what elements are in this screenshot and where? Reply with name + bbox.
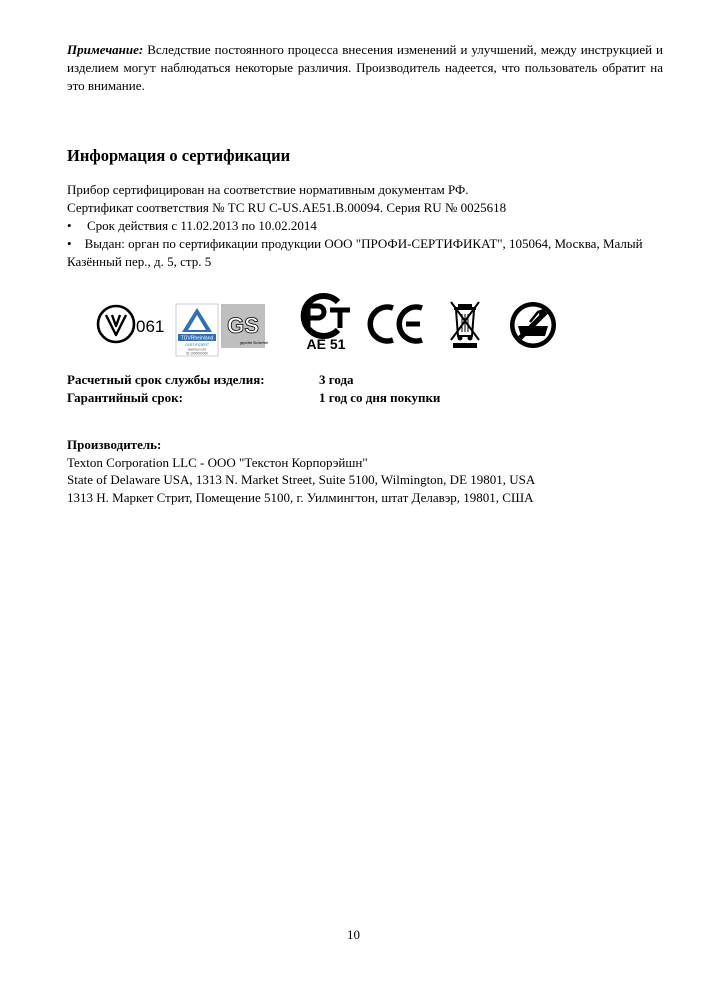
gs-sub-label: geprüfte Sicherheit [239, 341, 269, 345]
issuer-bullet [67, 235, 667, 271]
manufacturer-address-ru: 1313 Н. Маркет Стрит, Помещение 5100, г. Уилмингтон, штат Делавэр, 19801, США [67, 489, 534, 505]
warranty-value: 1 год со дня покупки [319, 390, 441, 405]
manufacturer-name: Texton Corporation LLC - ООО "Текстон Корпорэйшн" [67, 454, 368, 470]
note-text: Вследствие постоянного процесса внесения изменений и улучшений, между инструкцией и изделием могут наблюдаться некоторые различия. Производитель надеется, что пользователь обратит на это внимание. [67, 42, 663, 93]
bullet-marker: • [67, 236, 72, 251]
validity-bullet [67, 217, 667, 235]
no-bathroom-use-icon [508, 300, 558, 350]
validity-text: Срок действия с 11.02.2013 по 10.02.2014 [87, 218, 317, 233]
manufacturer-address-en: State of Delaware USA, 1313 N. Market Street, Suite 5100, Wilmington, DE 19801, USA [67, 472, 536, 487]
bullet-marker: • [67, 218, 72, 233]
page-number: 10 [347, 927, 360, 942]
note-paragraph [67, 41, 663, 95]
certificate-number-line: Сертификат соответствия № ТС RU С-US.АЕ51.В.00094. Серия RU № 0025618 [67, 200, 507, 215]
manufacturer-title: Производитель: [67, 437, 162, 452]
certification-line-1: Прибор сертифицирован на соответствие нормативным документам РФ. [67, 182, 469, 197]
gs-label: GS [227, 313, 259, 338]
tuv-id-label: ID 1000000000 [186, 351, 208, 356]
weee-bin-icon [450, 300, 480, 348]
note-label: Примечание: [67, 42, 144, 57]
certification-heading: Информация о сертификации [67, 146, 291, 165]
pct-mark-icon [294, 296, 354, 352]
service-life-label: Расчетный срок службы изделия: [67, 372, 265, 387]
ce-mark-icon [368, 302, 428, 346]
pct-code-label: AE 51 [306, 336, 346, 352]
gs-mark-icon [221, 304, 269, 348]
ukraine-cert-mark-icon [96, 302, 168, 346]
certification-logos [90, 296, 570, 356]
ua-mark-code: 061 [136, 317, 165, 336]
certification-block [67, 181, 667, 271]
service-life-value: 3 года [319, 372, 354, 387]
tuv-certified-label: CERTIFIZIERT [184, 343, 210, 347]
issuer-text: Выдан: орган по сертификации продукции ООО "ПРОФИ-СЕРТИФИКАТ", 105064, Москва, Малый Казённый пер., д. 5, стр. 5 [67, 236, 643, 269]
tuv-rheinland-mark-icon [176, 304, 218, 356]
manufacturer-block [67, 436, 535, 506]
warranty-label: Гарантийный срок: [67, 390, 183, 405]
tuv-label: TÜVRheinland [180, 335, 214, 342]
tuv-site-label: www.tuv.com [187, 347, 207, 352]
